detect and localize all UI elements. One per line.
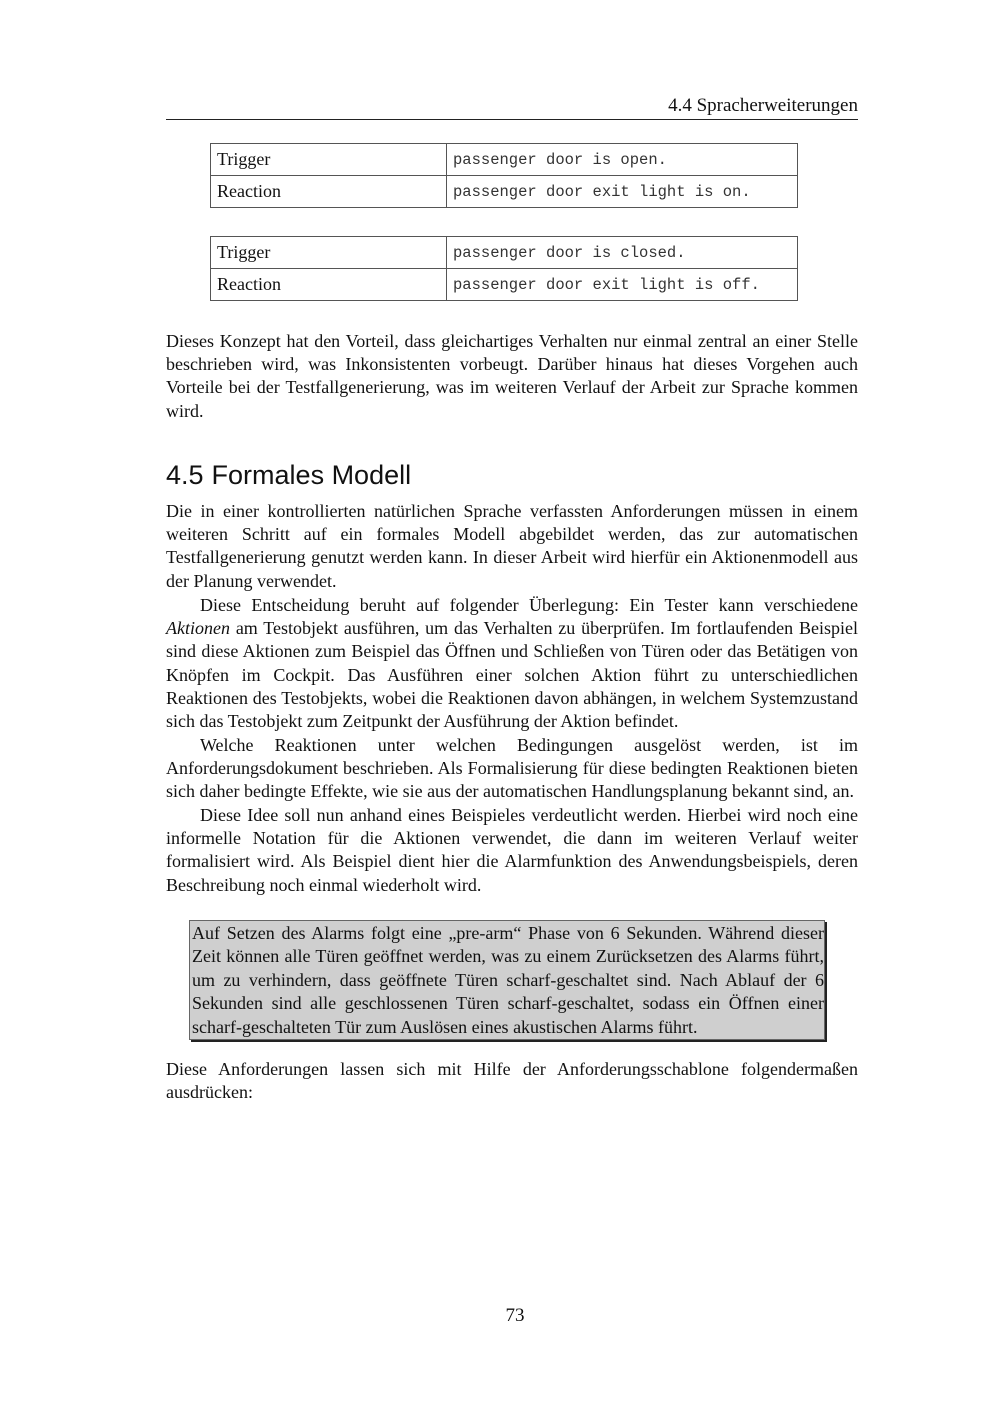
- table-row: [211, 144, 798, 176]
- table-row: [211, 269, 798, 301]
- trigger-value: passenger door is closed.: [447, 237, 798, 269]
- paragraph-2-text-end: am Testobjekt ausführen, um das Verhalten zu überprüfen. Im fortlaufenden Beispiel sind diese Aktionen zum Beispiel das Öffnen und Schließen von Türen oder das Betätigen von Knöpfen im Cockpit. Das Ausführen einer solchen Aktion führt zu unterschiedlichen Reaktionen des Testobjekts, wobei die Reaktionen davon abhängen, in welchem Systemzustand sich das Testobjekt zum Zeitpunkt der Ausführung der Aktion befindet.: [166, 618, 858, 732]
- section-number: 4.5: [166, 460, 204, 490]
- reaction-value: passenger door exit light is off.: [447, 269, 798, 301]
- rule-table-door-open: [210, 143, 798, 208]
- section-paragraph-2: [166, 594, 858, 733]
- section-paragraph-3: Welche Reaktionen unter welchen Bedingungen ausgelöst werden, ist im Anforderungsdokument beschrieben. Als Formalisierung für diese bedingten Reaktionen bieten sich daher bedingte Effekte, wie sie aus der automatischen Handlungsplanung bekannt sind, an.: [166, 735, 858, 802]
- requirement-quote-text: Auf Setzen des Alarms folgt eine „pre-arm“ Phase von 6 Sekunden. Während dieser Zeit können alle Türen geöffnet werden, was zu einem Zurücksetzen des Alarms führt, um zu verhindern, dass geöffnete Türen scharf-geschaltet sind. Nach Ablauf der 6 Sekunden sind alle geschlossenen Türen scharf-geschaltet, sodass ein Öffnen einer scharf-geschalteten Tür zum Auslösen eines akustischen Alarms führt.: [192, 923, 824, 1037]
- table-row: [211, 176, 798, 208]
- intro-paragraph: Dieses Konzept hat den Vorteil, dass gleichartiges Verhalten nur einmal zentral an einer Stelle beschrieben wird, was Inkonsistenten vorbeugt. Darüber hinaus hat dieses Vorgehen auch Vorteile bei der Testfallgenerierung, was im weiteren Verlauf der Arbeit zur Sprache kommen wird.: [166, 331, 858, 421]
- table-row: [211, 237, 798, 269]
- reaction-label: Reaction: [211, 269, 447, 301]
- requirement-quote-box: [189, 920, 825, 1040]
- trigger-label: Trigger: [211, 237, 447, 269]
- trigger-label: Trigger: [211, 144, 447, 176]
- reaction-label: Reaction: [211, 176, 447, 208]
- section-heading: [166, 458, 411, 492]
- section-title: Formales Modell: [211, 460, 412, 490]
- closing-paragraph: Diese Anforderungen lassen sich mit Hilfe der Anforderungsschablone folgendermaßen ausdrücken:: [166, 1059, 858, 1103]
- rule-table-door-closed: [210, 236, 798, 301]
- section-paragraph-4: Diese Idee soll nun anhand eines Beispieles verdeutlicht werden. Hierbei wird noch eine informelle Notation für die Aktionen verwendet, die dann im weiteren Verlauf weiter formalisiert wird. Als Beispiel dient hier die Alarmfunktion des Anwendungsbeispiels, deren Beschreibung noch einmal wiederholt wird.: [166, 805, 858, 895]
- section-paragraph-1: Die in einer kontrollierten natürlichen Sprache verfassten Anforderungen müssen in einem weiteren Schritt auf ein formales Modell abgebildet werden, das zur automatischen Testfallgenerierung genutzt werden kann. In dieser Arbeit wird hierfür ein Aktionenmodell aus der Planung verwendet.: [166, 501, 858, 591]
- trigger-value: passenger door is open.: [447, 144, 798, 176]
- page-number: 73: [505, 1305, 525, 1326]
- running-header: [166, 95, 858, 120]
- reaction-value: passenger door exit light is on.: [447, 176, 798, 208]
- running-header-title: 4.4 Spracherweiterungen: [668, 95, 858, 116]
- paragraph-2-text-start: Diese Entscheidung beruht auf folgender Überlegung: Ein Tester kann verschiedene: [200, 595, 858, 615]
- paragraph-2-emphasis: Aktionen: [166, 618, 230, 639]
